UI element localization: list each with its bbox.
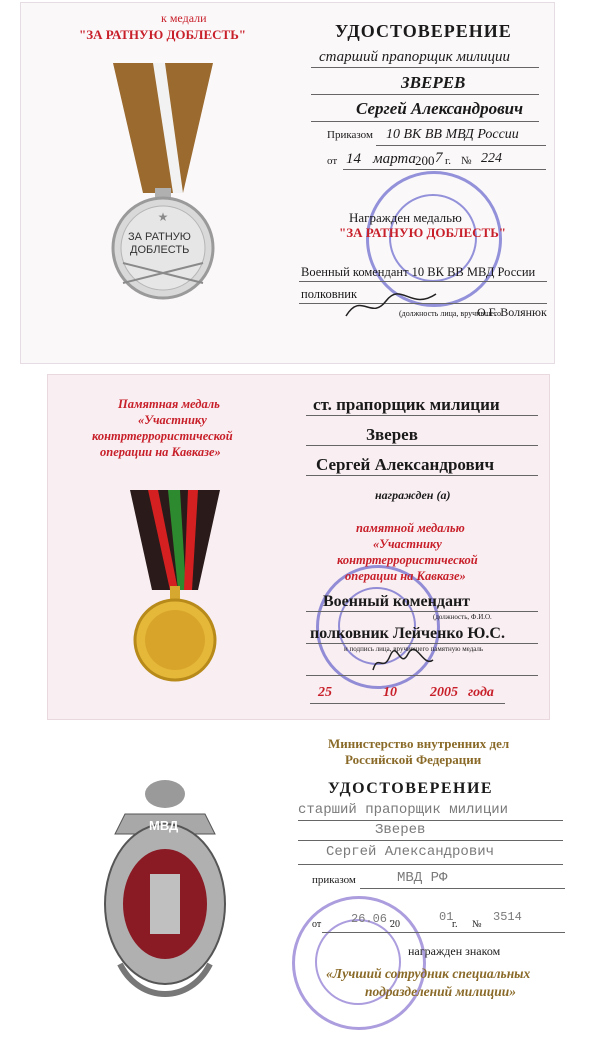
underline: [322, 932, 565, 933]
medal-text-line2: ДОБЛЕСТЬ: [130, 244, 190, 256]
recipient-surname: Зверев: [375, 822, 426, 838]
medal-kavkaz-image: [120, 490, 230, 700]
left-title-line2: «Участнику: [138, 413, 207, 427]
underline: [306, 643, 538, 644]
order-value: МВД РФ: [397, 870, 448, 886]
date-from: от: [327, 155, 338, 167]
date-year-prefix: 20: [390, 919, 400, 930]
date-year: 01: [439, 910, 454, 924]
underline: [311, 67, 539, 68]
recipient-name: Сергей Александрович: [356, 99, 524, 118]
awarded-label: Награжден медалью: [349, 210, 462, 225]
date-month: марта: [373, 151, 416, 167]
recipient-surname: ЗВЕРЕВ: [401, 73, 466, 92]
date-day: 25: [318, 685, 332, 700]
commandant-position: Военный комендант: [323, 593, 471, 610]
underline: [311, 94, 539, 95]
underline: [376, 145, 546, 146]
left-title-line3: контртеррористической: [92, 429, 233, 443]
recipient-rank: старший прапорщик милиции: [298, 802, 509, 818]
date-suffix: года: [468, 685, 494, 700]
recipient-name: Сергей Александрович: [316, 455, 495, 474]
order-value: 10 ВК ВВ МВД России: [386, 127, 519, 142]
underline: [343, 169, 546, 170]
underline: [298, 840, 563, 841]
order-label: приказом: [312, 874, 356, 886]
date-number: 224: [481, 151, 502, 166]
underline: [306, 445, 538, 446]
date-from: от: [312, 919, 322, 930]
commandant-position: Военный комендант 10 ВК ВВ МВД России: [301, 265, 536, 279]
certificate-card-ratnaya-doblest: [20, 2, 555, 364]
date-month: 10: [383, 685, 397, 700]
date-number: 3514: [493, 910, 522, 924]
date-year-prefix: 200: [415, 153, 435, 168]
svg-text:★: ★: [157, 210, 169, 224]
awarded-medal-line2: «Участнику: [373, 537, 442, 551]
certificate-title: УДОСТОВЕРЕНИЕ: [328, 780, 494, 797]
left-medal-name: "ЗА РАТНУЮ ДОБЛЕСТЬ": [79, 27, 247, 42]
commandant-rank: полковник: [301, 287, 358, 301]
awarded-medal-line1: памятной медалью: [356, 521, 465, 535]
date-day: 14: [346, 151, 361, 167]
badge-name-line1: «Лучший сотрудник специальных: [326, 966, 531, 981]
awarded-medal-line3: контртеррористической: [337, 553, 478, 567]
awarded-medal-line4: операции на Кавказе»: [345, 569, 466, 583]
badge-text: МВД: [149, 818, 179, 833]
badge-name-line2: подразделений милиции»: [365, 984, 516, 999]
date-value: 26.06.: [351, 912, 395, 926]
left-caption: к медали: [161, 11, 207, 25]
left-title-line4: операции на Кавказе»: [100, 445, 221, 459]
medal-ratnaya-doblest-image: [83, 63, 243, 303]
medal-text-line1: ЗА РАТНУЮ: [128, 231, 191, 243]
recipient-rank: ст. прапорщик милиции: [313, 395, 500, 414]
awarded-medal-name: "ЗА РАТНУЮ ДОБЛЕСТЬ": [339, 225, 507, 240]
hint-position: (должность, Ф.И.О.: [433, 613, 492, 621]
certificate-card-kavkaz-medal: [47, 374, 550, 720]
certificate-card-mvd-badge: [60, 724, 600, 1050]
underline: [306, 475, 538, 476]
hint-signature: и подпись лица, вручившего памятную медаль: [344, 645, 484, 653]
underline: [298, 864, 563, 865]
date-year: 2005: [430, 685, 458, 700]
signature-scribble: [368, 648, 438, 678]
awarded-label: награжден (а): [375, 488, 451, 502]
underline: [306, 415, 538, 416]
underline: [310, 703, 505, 704]
certificate-title: УДОСТОВЕРЕНИЕ: [335, 21, 512, 41]
date-no: №: [461, 155, 472, 167]
date-no: №: [472, 919, 482, 930]
signature-hint: (должность лица, вручившего: [399, 309, 501, 318]
recipient-surname: Зверев: [366, 425, 418, 444]
recipient-rank: старший прапорщик милиции: [319, 49, 510, 65]
ministry-line1: Министерство внутренних дел: [328, 736, 510, 751]
date-g: г.: [445, 155, 452, 167]
underline: [299, 281, 547, 282]
ministry-line2: Российской Федерации: [345, 752, 482, 767]
underline: [360, 888, 565, 889]
mvd-badge-image: [95, 774, 235, 1014]
date-g: г.: [452, 919, 458, 930]
signer-name: О.Г. Волянюк: [477, 305, 547, 319]
date-year-suffix: 7: [435, 150, 443, 166]
order-label: Приказом: [327, 129, 373, 141]
underline: [306, 611, 538, 612]
underline: [306, 675, 538, 676]
left-title-line1: Памятная медаль: [118, 397, 220, 411]
underline: [311, 121, 539, 122]
signature-scribble: [341, 286, 441, 326]
recipient-name: Сергей Александрович: [326, 844, 495, 860]
awarded-label: награжден знаком: [408, 944, 501, 958]
commandant-rank-name: полковник Лейченко Ю.С.: [310, 625, 505, 642]
underline: [298, 820, 563, 821]
